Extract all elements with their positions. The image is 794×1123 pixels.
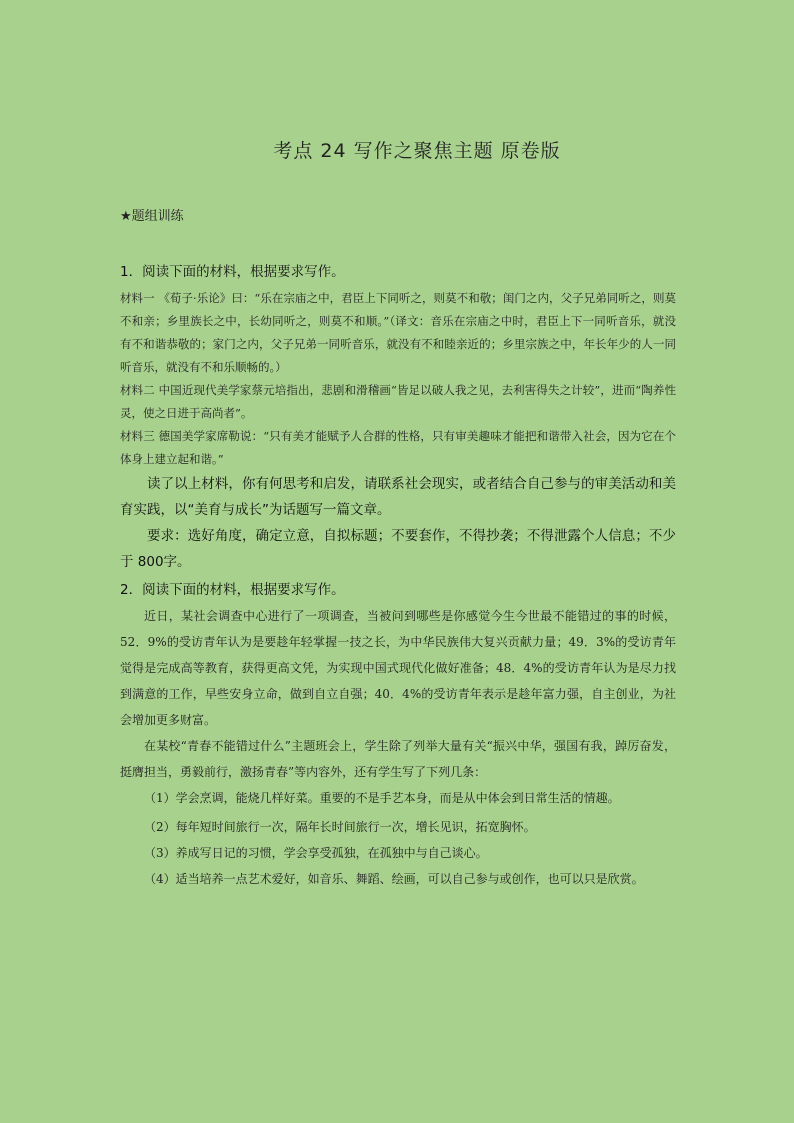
q2-list-item: （4）适当培养一点艺术爱好，如音乐、舞蹈、绘画，可以自己参与或创作，也可以只是欣赏。: [144, 872, 644, 886]
q2-paragraph-1: 近日，某社会调查中心进行了一项调查，当被问到哪些是你感觉今生今世最不能错过的事的时候，52．9%的受访青年认为是要趁年轻掌握一技之长，为中华民族伟大复兴贡献力量；49．3%的受访青年觉得是完成高等教育，获得更高文凭，为实现中国式现代化做好准备；48．4%的受访青年认为是尽力找到满意的工作，早些安身立命，做到自立自强；40．4%的受访青年表示是趁年富力强，自主创业，为社会增加更多财富。: [120, 609, 676, 727]
q1-task: 读了以上材料，你有何思考和启发，请联系社会现实，或者结合自己参与的审美活动和美育实践，以“美育与成长”为话题写一篇文章。: [120, 476, 676, 518]
q2-list-item: （3）养成写日记的习惯，学会享受孤独，在孤独中与自己谈心。: [144, 846, 488, 860]
q1-material-1: 材料一 《荀子·乐论》曰：“乐在宗庙之中，君臣上下同听之，则莫不和敬；闺门之内，父子兄弟同听之，则莫不和亲；乡里族长之中，长幼同听之，则莫不和顺。”（译文：音乐在宗庙之中时，君臣上下一同听音乐，就没有不和谐恭敬的；家门之内，父子兄弟一同听音乐，就没有不和睦亲近的；乡里宗族之中，年长年少的人一同听音乐，就没有不和乐顺畅的。）: [120, 291, 676, 374]
q1-material-2: 材料二 中国近现代美学家蔡元培指出，悲剧和滑稽画“皆足以破人我之见，去利害得失之计较”，进而“陶养性灵，使之日进于高尚者”。: [120, 383, 676, 420]
question-2-prompt: 2．阅读下面的材料，根据要求写作。: [120, 582, 345, 598]
document-content: [120, 262, 676, 892]
q2-list-item: （1）学会烹调，能烧几样好菜。重要的不是手艺本身，而是从中体会到日常生活的情趣。: [144, 791, 620, 805]
section-label: ★题组训练: [120, 209, 184, 224]
q1-requirements: 要求：选好角度，确定立意，自拟标题；不要套作，不得抄袭；不得泄露个人信息；不少于 800字。: [120, 528, 676, 570]
q2-list-item: （2）每年短时间旅行一次，隔年长时间旅行一次，增长见识，拓宽胸怀。: [144, 820, 536, 834]
question-1-prompt: 1．阅读下面的材料，根据要求写作。: [120, 264, 345, 280]
q2-paragraph-2: 在某校“青春不能错过什么”主题班会上，学生除了列举大量有关“振兴中华，强国有我，踔厉奋发，挺膺担当，勇毅前行，激扬青春”等内容外，还有学生写了下列几条：: [120, 739, 676, 779]
page-title: 考点 24 写作之聚焦主题 原卷版: [273, 140, 561, 162]
q1-material-3: 材料三 德国美学家席勒说：“只有美才能赋予人合群的性格，只有审美趣味才能把和谐带入社会，因为它在个体身上建立起和谐。”: [120, 429, 676, 466]
